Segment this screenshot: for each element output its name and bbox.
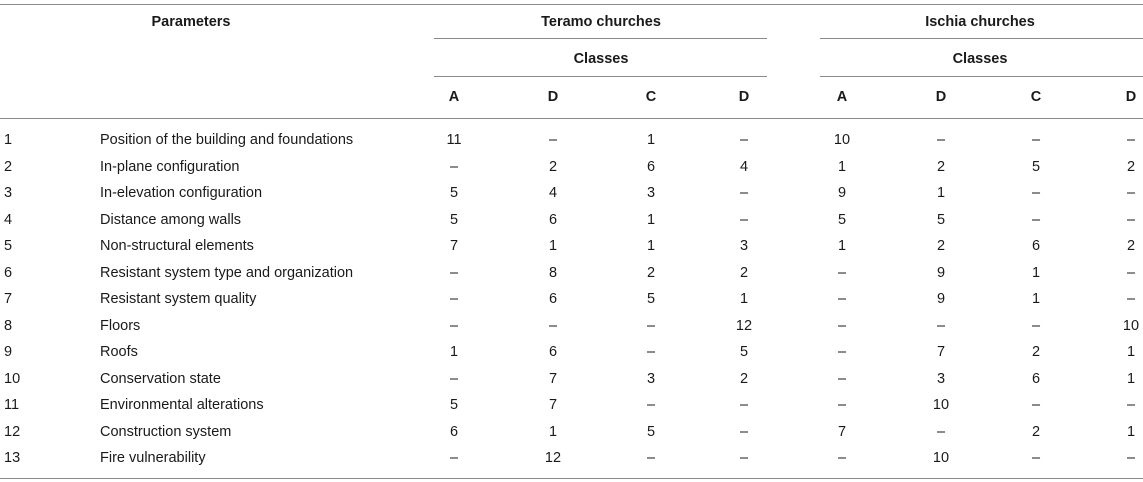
ischia-classes-header: Classes (952, 51, 1008, 67)
value-cell: 11 (446, 132, 462, 148)
value-cell: – (739, 397, 749, 413)
parameter-name: Floors (100, 318, 141, 334)
row-number: 7 (4, 291, 13, 307)
value-cell: – (1031, 450, 1041, 466)
row-number: 3 (4, 185, 13, 201)
value-cell: – (1126, 291, 1136, 307)
value-cell: – (837, 450, 847, 466)
value-cell: – (837, 265, 847, 281)
value-cell: 2 (646, 265, 656, 281)
row-number: 9 (4, 344, 13, 360)
row-number: 10 (4, 371, 21, 387)
value-cell: – (1031, 397, 1041, 413)
value-cell: – (646, 450, 656, 466)
value-cell: 8 (548, 265, 558, 281)
parameter-name: Fire vulnerability (100, 450, 206, 466)
class-header-cell: C (1030, 89, 1042, 105)
row-number: 5 (4, 238, 13, 254)
value-cell: 12 (735, 318, 753, 334)
value-cell: 1 (449, 344, 459, 360)
teramo-group-rule (434, 38, 767, 39)
value-cell: 7 (548, 397, 558, 413)
row-number: 13 (4, 450, 21, 466)
value-cell: 7 (449, 238, 459, 254)
value-cell: – (646, 344, 656, 360)
value-cell: 6 (646, 159, 656, 175)
value-cell: – (1126, 265, 1136, 281)
value-cell: 2 (739, 265, 749, 281)
value-cell: 7 (548, 371, 558, 387)
value-cell: 7 (936, 344, 946, 360)
class-header-cell: D (738, 89, 750, 105)
value-cell: 1 (1126, 424, 1136, 440)
parameter-name: Resistant system type and organization (100, 265, 354, 281)
value-cell: 6 (548, 212, 558, 228)
value-cell: 5 (449, 185, 459, 201)
value-cell: 5 (646, 424, 656, 440)
value-cell: – (646, 397, 656, 413)
value-cell: – (837, 291, 847, 307)
ischia-group-rule (820, 38, 1143, 39)
value-cell: – (449, 291, 459, 307)
value-cell: 1 (646, 132, 656, 148)
value-cell: 1 (739, 291, 749, 307)
value-cell: 1 (1031, 291, 1041, 307)
value-cell: – (739, 212, 749, 228)
value-cell: – (1031, 185, 1041, 201)
parameter-name: Environmental alterations (100, 397, 264, 413)
value-cell: 12 (544, 450, 562, 466)
value-cell: 1 (646, 212, 656, 228)
value-cell: 1 (1126, 371, 1136, 387)
class-header-cell: A (448, 89, 460, 105)
parameter-name: In-plane configuration (100, 159, 240, 175)
value-cell: – (1126, 397, 1136, 413)
value-cell: 5 (739, 344, 749, 360)
teramo-classes-rule (434, 76, 767, 77)
value-cell: 2 (936, 159, 946, 175)
value-cell: 3 (646, 371, 656, 387)
value-cell: 3 (936, 371, 946, 387)
parameter-name: Non-structural elements (100, 238, 254, 254)
value-cell: 1 (1031, 265, 1041, 281)
value-cell: 5 (936, 212, 946, 228)
value-cell: 9 (936, 291, 946, 307)
value-cell: 3 (739, 238, 749, 254)
value-cell: – (548, 132, 558, 148)
value-cell: 1 (548, 238, 558, 254)
value-cell: 4 (739, 159, 749, 175)
value-cell: 4 (548, 185, 558, 201)
value-cell: – (837, 318, 847, 334)
parameter-name: Construction system (100, 424, 232, 440)
value-cell: 1 (1126, 344, 1136, 360)
value-cell: 2 (739, 371, 749, 387)
value-cell: – (739, 424, 749, 440)
value-cell: 6 (548, 344, 558, 360)
parameter-name: Roofs (100, 344, 138, 360)
class-header-cell: D (1125, 89, 1137, 105)
row-number: 11 (4, 397, 20, 413)
ischia-group-header: Ischia churches (925, 14, 1035, 30)
value-cell: 5 (837, 212, 847, 228)
value-cell: 6 (1031, 371, 1041, 387)
value-cell: 1 (646, 238, 656, 254)
value-cell: – (1126, 185, 1136, 201)
value-cell: 1 (936, 185, 946, 201)
value-cell: – (837, 371, 847, 387)
bottom-rule (0, 478, 1143, 479)
value-cell: 10 (932, 450, 950, 466)
parameter-name: Resistant system quality (100, 291, 257, 307)
value-cell: – (936, 318, 946, 334)
value-cell: – (837, 397, 847, 413)
value-cell: 5 (449, 397, 459, 413)
row-number: 8 (4, 318, 13, 334)
value-cell: 10 (1122, 318, 1140, 334)
value-cell: 2 (1126, 159, 1136, 175)
value-cell: – (739, 185, 749, 201)
row-number: 4 (4, 212, 13, 228)
value-cell: – (1126, 212, 1136, 228)
value-cell: – (646, 318, 656, 334)
top-rule (0, 4, 1143, 5)
parameter-name: Position of the building and foundations (100, 132, 354, 148)
value-cell: 5 (449, 212, 459, 228)
value-cell: – (1031, 132, 1041, 148)
value-cell: – (1126, 450, 1136, 466)
teramo-classes-header: Classes (573, 51, 629, 67)
value-cell: – (1031, 318, 1041, 334)
row-number: 6 (4, 265, 13, 281)
value-cell: 5 (646, 291, 656, 307)
parameter-name: In-elevation configuration (100, 185, 263, 201)
teramo-group-header: Teramo churches (541, 14, 661, 30)
value-cell: – (449, 450, 459, 466)
value-cell: 5 (1031, 159, 1041, 175)
value-cell: 1 (837, 238, 847, 254)
value-cell: 1 (548, 424, 558, 440)
value-cell: 10 (932, 397, 950, 413)
class-header-cell: D (547, 89, 559, 105)
value-cell: 9 (936, 265, 946, 281)
value-cell: – (1126, 132, 1136, 148)
value-cell: – (936, 424, 946, 440)
parameter-name: Conservation state (100, 371, 221, 387)
value-cell: 7 (837, 424, 847, 440)
value-cell: – (837, 344, 847, 360)
value-cell: 9 (837, 185, 847, 201)
row-number: 2 (4, 159, 13, 175)
value-cell: – (449, 371, 459, 387)
value-cell: 2 (1031, 344, 1041, 360)
value-cell: 6 (1031, 238, 1041, 254)
value-cell: – (449, 265, 459, 281)
class-header-cell: C (645, 89, 657, 105)
value-cell: 3 (646, 185, 656, 201)
header-bottom-rule (0, 118, 1143, 119)
value-cell: 2 (936, 238, 946, 254)
value-cell: 1 (837, 159, 847, 175)
row-number: 1 (4, 132, 13, 148)
value-cell: 6 (548, 291, 558, 307)
value-cell: 6 (449, 424, 459, 440)
value-cell: – (449, 159, 459, 175)
row-number: 12 (4, 424, 21, 440)
value-cell: 2 (1126, 238, 1136, 254)
value-cell: – (936, 132, 946, 148)
value-cell: – (739, 450, 749, 466)
value-cell: – (449, 318, 459, 334)
parameter-name: Distance among walls (100, 212, 242, 228)
value-cell: 2 (1031, 424, 1041, 440)
value-cell: 10 (833, 132, 851, 148)
parameters-header: Parameters (151, 14, 231, 30)
value-cell: – (548, 318, 558, 334)
value-cell: 2 (548, 159, 558, 175)
value-cell: – (1031, 212, 1041, 228)
class-header-cell: A (836, 89, 848, 105)
ischia-classes-rule (820, 76, 1143, 77)
class-header-cell: D (935, 89, 947, 105)
value-cell: – (739, 132, 749, 148)
